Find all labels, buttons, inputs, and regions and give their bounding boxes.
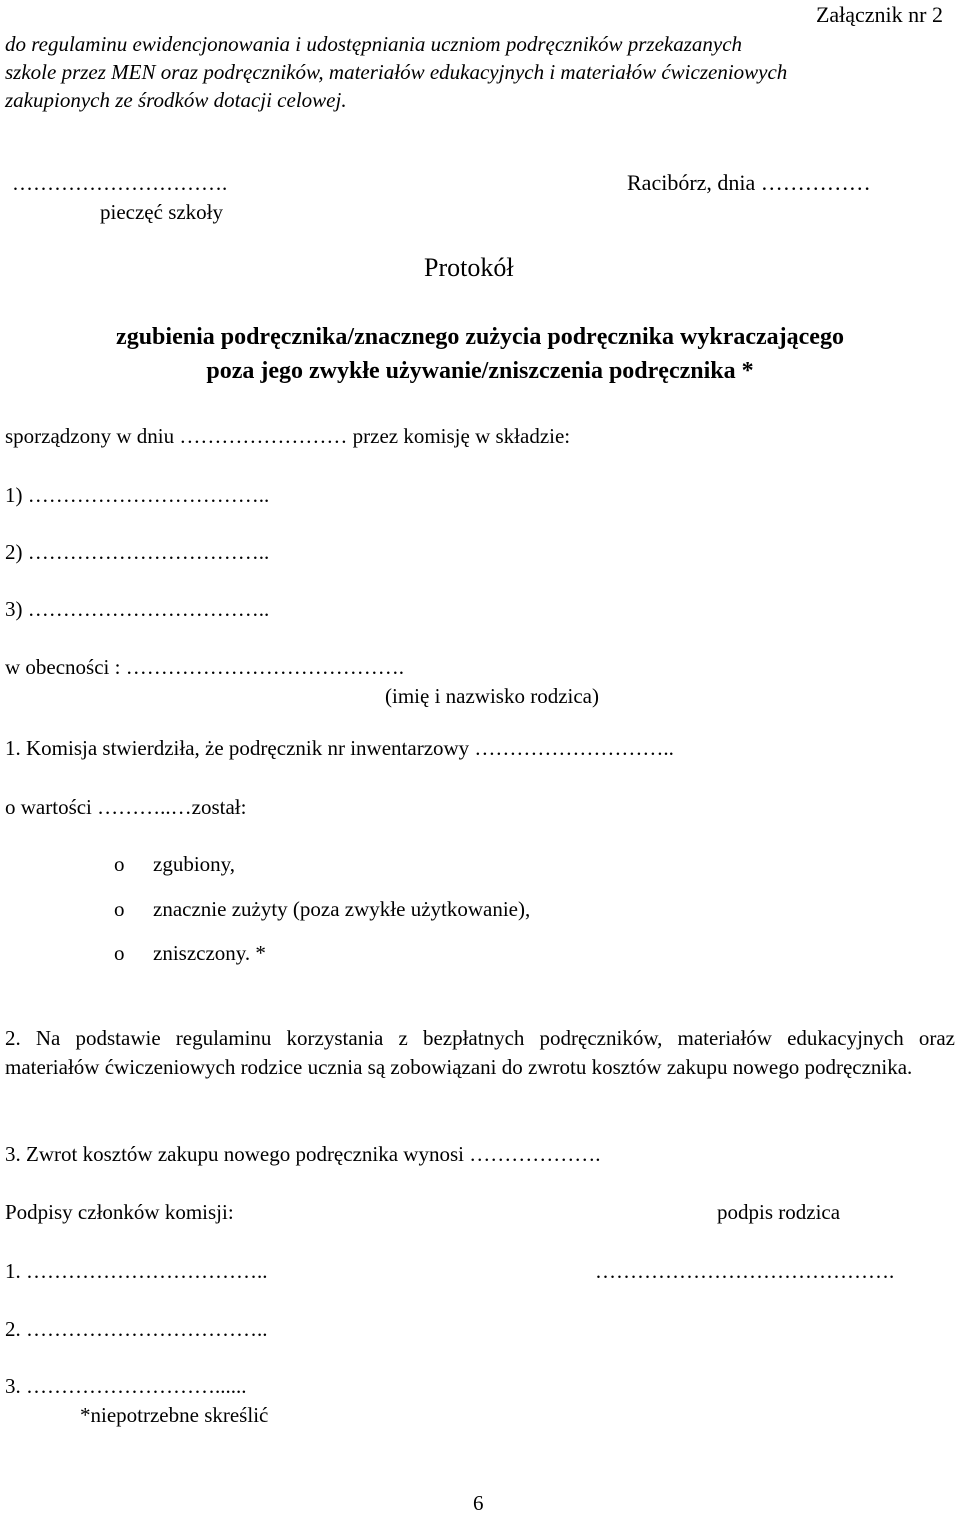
regulation-line-1: do regulaminu ewidencjonowania i udostępniania uczniom podręczników przekazanych [5,32,743,56]
stamp-label: pieczęć szkoły [100,200,224,224]
presence-caption: (imię i nazwisko rodzica) [385,684,599,708]
member-line-3: 3) …………………………….. [5,597,270,621]
member-line-2: 2) …………………………….. [5,540,270,564]
page-number: 6 [473,1491,484,1515]
section1-line1: 1. Komisja stwierdziła, że podręcznik nr inwentarzowy ……………………….. [5,736,674,760]
option-zniszczony: zniszczony. * [153,941,266,965]
regulation-line-3: zakupionych ze środków dotacji celowej. [5,88,347,112]
option-marker: o [114,852,125,876]
option-zgubiony: zgubiony, [153,852,236,876]
regulation-line-2: szkole przez MEN oraz podręczników, materiałów edukacyjnych i materiałów ćwiczeniowych [5,60,788,84]
subtitle-line-1: zgubienia podręcznika/znacznego zużycia podręcznika wykraczającego [116,324,844,350]
signature-line-3: 3. ………………………...... [5,1374,247,1398]
page-title: Protokół [424,253,514,282]
drawn-up-line: sporządzony w dniu …………………… przez komisję w składzie: [5,424,571,448]
section3-line: 3. Zwrot kosztów zakupu nowego podręcznika wynosi ………………. [5,1142,601,1166]
presence-line: w obecności : …………………………………. [5,655,404,679]
stamp-dots: …………………………. [12,171,228,195]
subtitle-line-2: poza jego zwykłe używanie/zniszczenia podręcznika * [206,358,754,384]
attachment-number: Załącznik nr 2 [815,2,943,27]
option-marker: o [114,897,125,921]
member-line-1: 1) …………………………….. [5,483,270,507]
section2-paragraph: 2. Na podstawie regulaminu korzystania z bezpłatnych podręczników, materiałów edukacyjnych oraz materiałów ćwiczeniowych rodzice ucznia są zobowiązani do zwrotu kosztów zakupu nowego podręcznika. [5,1026,955,1079]
section1-line2: o wartości ………..…został: [5,795,247,819]
place-date: Racibórz, dnia …………… [627,170,871,195]
signature-line-1: 1. …………………………….. [5,1259,268,1283]
members-signature-label: Podpisy członków komisji: [5,1200,234,1224]
footnote: *niepotrzebne skreślić [80,1403,269,1427]
signature-line-2: 2. …………………………….. [5,1317,268,1341]
parent-signature-line: ……………………………………. [595,1259,895,1283]
option-zuzyty: znacznie zużyty (poza zwykłe użytkowanie), [153,897,531,921]
parent-signature-label: podpis rodzica [717,1200,841,1224]
option-marker: o [114,941,125,965]
